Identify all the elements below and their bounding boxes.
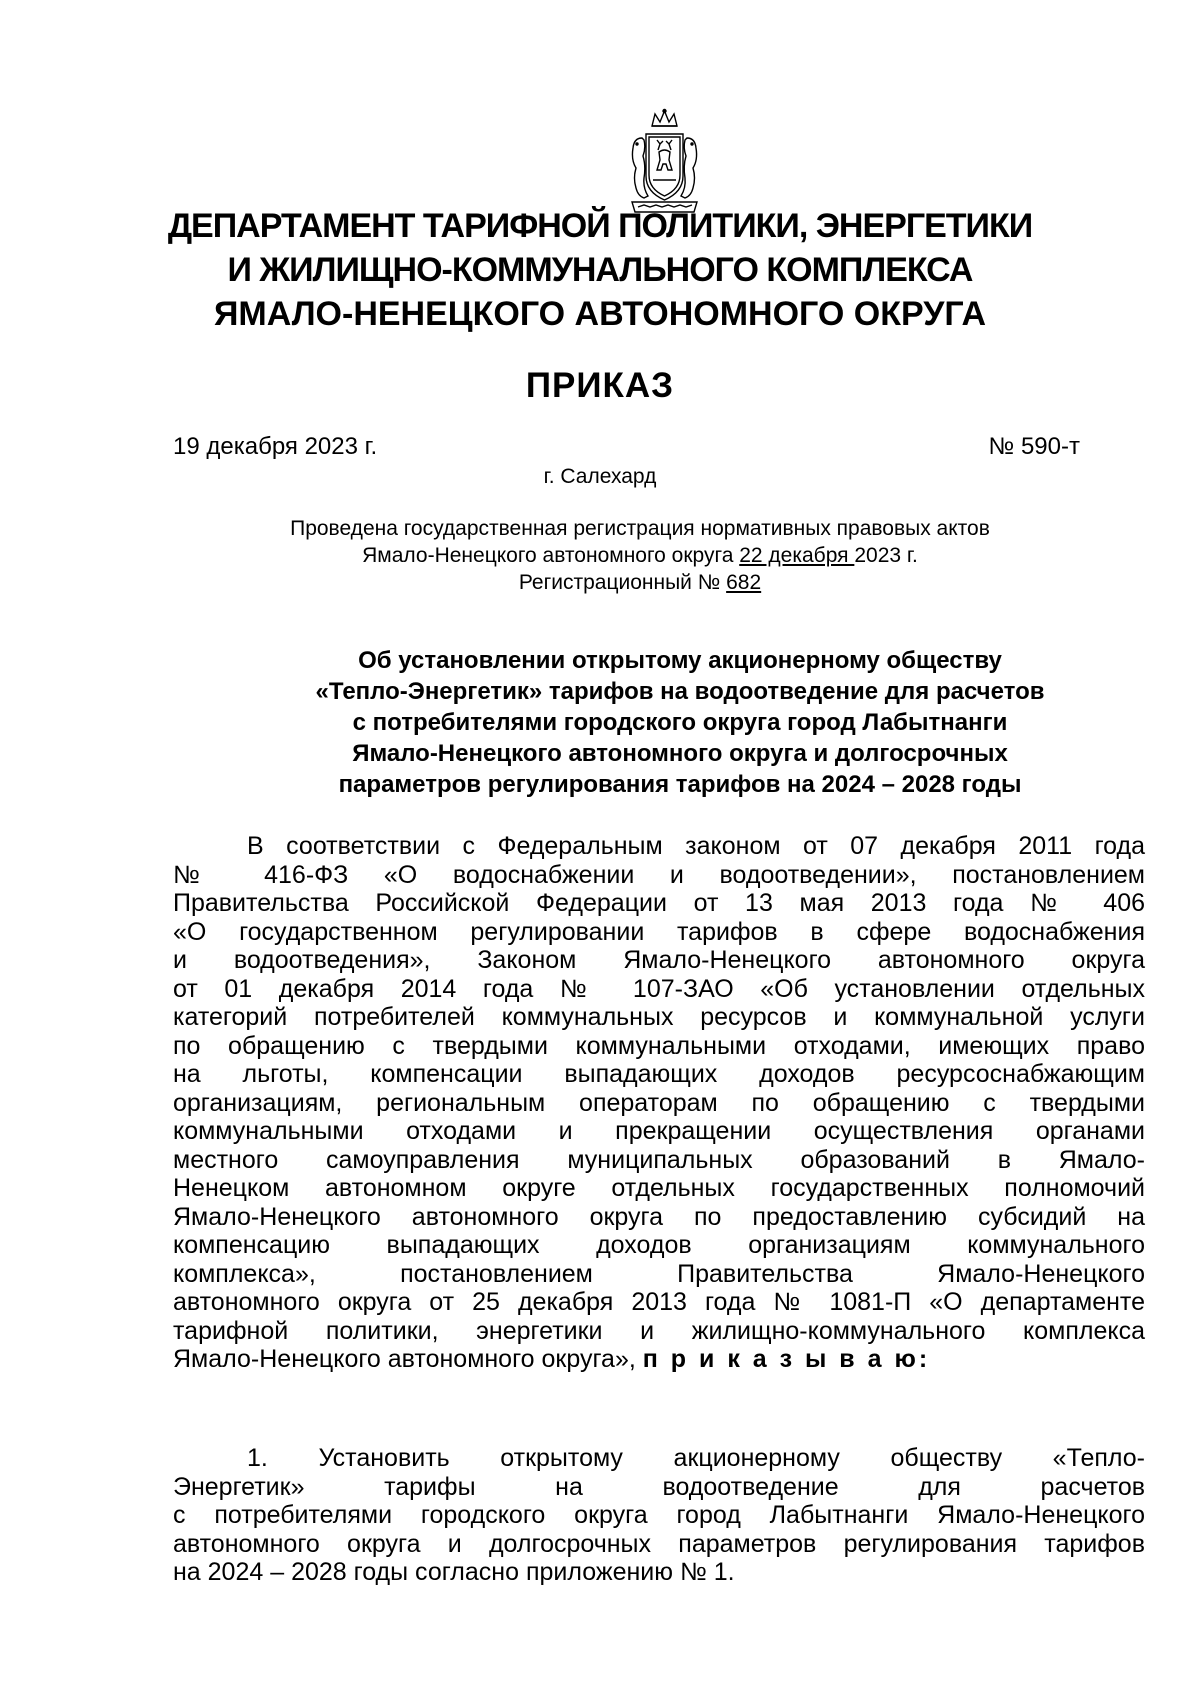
registration-line-2 [200, 542, 1080, 569]
registration-number: 682 [726, 571, 762, 594]
department-line-2: И ЖИЛИЩНО-КОММУНАЛЬНОГО КОМПЛЕКСА [227, 251, 973, 289]
registration-line-2-prefix: Ямало-Ненецкого автономного округа [362, 544, 740, 567]
preamble-line: «О государственном регулировании тарифов в сфере водоснабжения [173, 917, 1145, 946]
order-date: 19 декабря 2023 г. [173, 433, 378, 460]
preamble-line: коммунальными отходами и прекращении осуществления органами [173, 1117, 1145, 1145]
preamble-paragraph [173, 832, 1145, 1374]
preamble-line: организациям, региональным операторам по обращению с твердыми [173, 1088, 1145, 1117]
preamble-line: В соответствии с Федеральным законом от 07 декабря 2011 года [247, 832, 1145, 860]
preamble-line: № 416-ФЗ «О водоснабжении и водоотведении», постановлением [173, 860, 1145, 889]
department-line-3: ЯМАЛО-НЕНЕЦКОГО АВТОНОМНОГО ОКРУГА [213, 295, 987, 333]
item-1-line: Энергетик» тарифы на водоотведение для расчетов [173, 1472, 1145, 1501]
registration-line-2-suffix: 2023 г. [854, 544, 918, 567]
item-1-line: с потребителями городского округа город Лабытнанги Ямало-Ненецкого [173, 1501, 1145, 1529]
preamble-line: комплекса», постановлением Правительства Ямало-Ненецкого [173, 1259, 1145, 1288]
item-1-paragraph [173, 1444, 1145, 1587]
item-1-line: автономного округа и долгосрочных параметров регулирования тарифов [173, 1529, 1145, 1558]
subject-line-1: Об установлении открытому акционерному обществу [358, 647, 1002, 674]
preamble-line: категорий потребителей коммунальных ресурсов и коммунальной услуги [173, 1003, 1145, 1031]
preamble-line: от 01 декабря 2014 года № 107-ЗАО «Об установлении отдельных [173, 974, 1145, 1003]
preamble-line: местного самоуправления муниципальных образований в Ямало- [173, 1145, 1145, 1174]
registration-line-1: Проведена государственная регистрация нормативных правовых актов [290, 517, 990, 540]
registration-line-3 [200, 569, 1080, 596]
order-subject [240, 645, 1120, 800]
coat-of-arms-icon [622, 108, 707, 216]
preamble-line: автономного округа от 25 декабря 2013 года № 1081-П «О департаменте [173, 1288, 1145, 1316]
preamble-line: Правительства Российской Федерации от 13 мая 2013 года № 406 [173, 889, 1145, 917]
preamble-line: на льготы, компенсации выпадающих доходов ресурсоснабжающим [173, 1060, 1145, 1088]
order-city: г. Салехард [543, 465, 657, 488]
preamble-line: Ненецком автономном округе отдельных государственных полномочий [173, 1174, 1145, 1202]
order-title: ПРИКАЗ [525, 366, 675, 405]
order-number: № 590-т [988, 433, 1080, 460]
decree-word: п р и к а з ы в а ю: [642, 1345, 931, 1373]
preamble-line: тарифной политики, энергетики и жилищно-коммунального комплекса [173, 1316, 1145, 1345]
preamble-line: и водоотведения», Законом Ямало-Ненецкого автономного округа [173, 946, 1145, 974]
preamble-last-line [173, 1345, 1145, 1374]
preamble-line: Ямало-Ненецкого автономного округа по предоставлению субсидий на [173, 1202, 1145, 1231]
department-name [120, 204, 1080, 336]
registration-line-3-prefix: Регистрационный № [518, 571, 727, 594]
subject-line-2: «Тепло-Энергетик» тарифов на водоотведение для расчетов [315, 678, 1045, 705]
subject-line-3: с потребителями городского округа город Лабытнанги [352, 709, 1008, 736]
department-line-1: ДЕПАРТАМЕНТ ТАРИФНОЙ ПОЛИТИКИ, ЭНЕРГЕТИКИ [167, 207, 1033, 245]
item-1-line: на 2024 – 2028 годы согласно приложению № 1. [173, 1558, 735, 1586]
registration-date: 22 декабря [739, 544, 855, 567]
item-1-line: 1. Установить открытому акционерному обществу «Тепло- [247, 1444, 1145, 1472]
registration-note [200, 515, 1080, 596]
subject-line-4: Ямало-Ненецкого автономного округа и долгосрочных [352, 740, 1008, 767]
preamble-line: компенсацию выпадающих доходов организациям коммунального [173, 1231, 1145, 1259]
subject-line-5: параметров регулирования тарифов на 2024 – 2028 годы [338, 771, 1022, 798]
preamble-last-line-text: Ямало-Ненецкого автономного округа», [173, 1345, 643, 1373]
preamble-line: по обращению с твердыми коммунальными отходами, имеющих право [173, 1031, 1145, 1060]
